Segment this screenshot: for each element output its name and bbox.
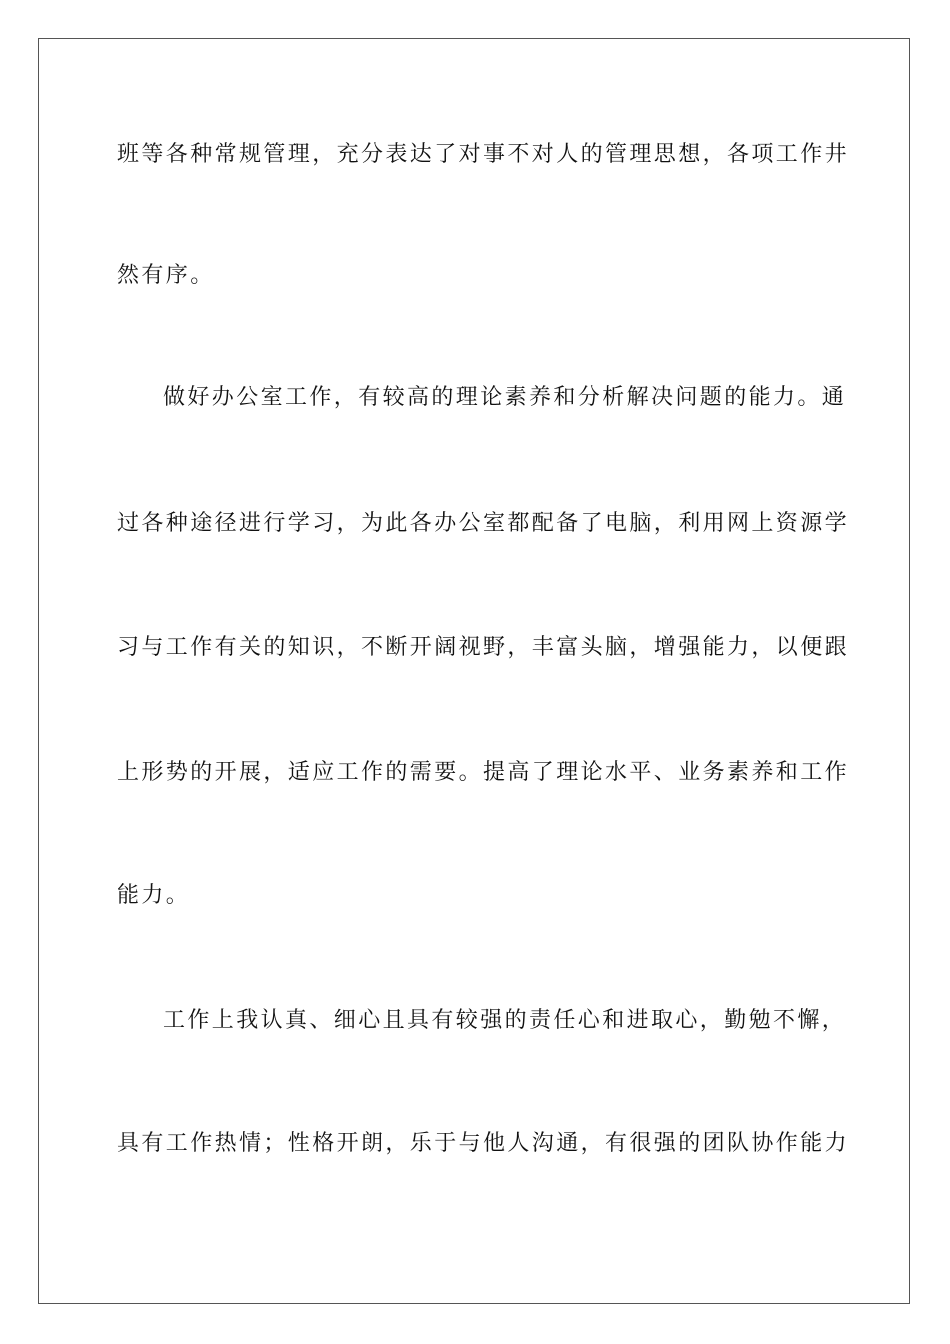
text-line: 班等各种常规管理，充分表达了对事不对人的管理思想，各项工作井 [117, 142, 850, 167]
text-line: 然有序。 [117, 263, 215, 288]
text-line: 能力。 [117, 883, 191, 908]
text-line: 习与工作有关的知识，不断开阔视野，丰富头脑，增强能力，以便跟 [117, 635, 850, 660]
text-line: 工作上我认真、细心且具有较强的责任心和进取心，勤勉不懈， [163, 1008, 847, 1033]
text-line: 上形势的开展，适应工作的需要。提高了理论水平、业务素养和工作 [117, 760, 850, 785]
text-line: 做好办公室工作，有较高的理论素养和分析解决问题的能力。通 [163, 385, 847, 410]
page-border [38, 38, 910, 1304]
text-line: 过各种途径进行学习，为此各办公室都配备了电脑，利用网上资源学 [117, 511, 850, 536]
text-line: 具有工作热情；性格开朗，乐于与他人沟通，有很强的团队协作能力 [117, 1131, 850, 1156]
